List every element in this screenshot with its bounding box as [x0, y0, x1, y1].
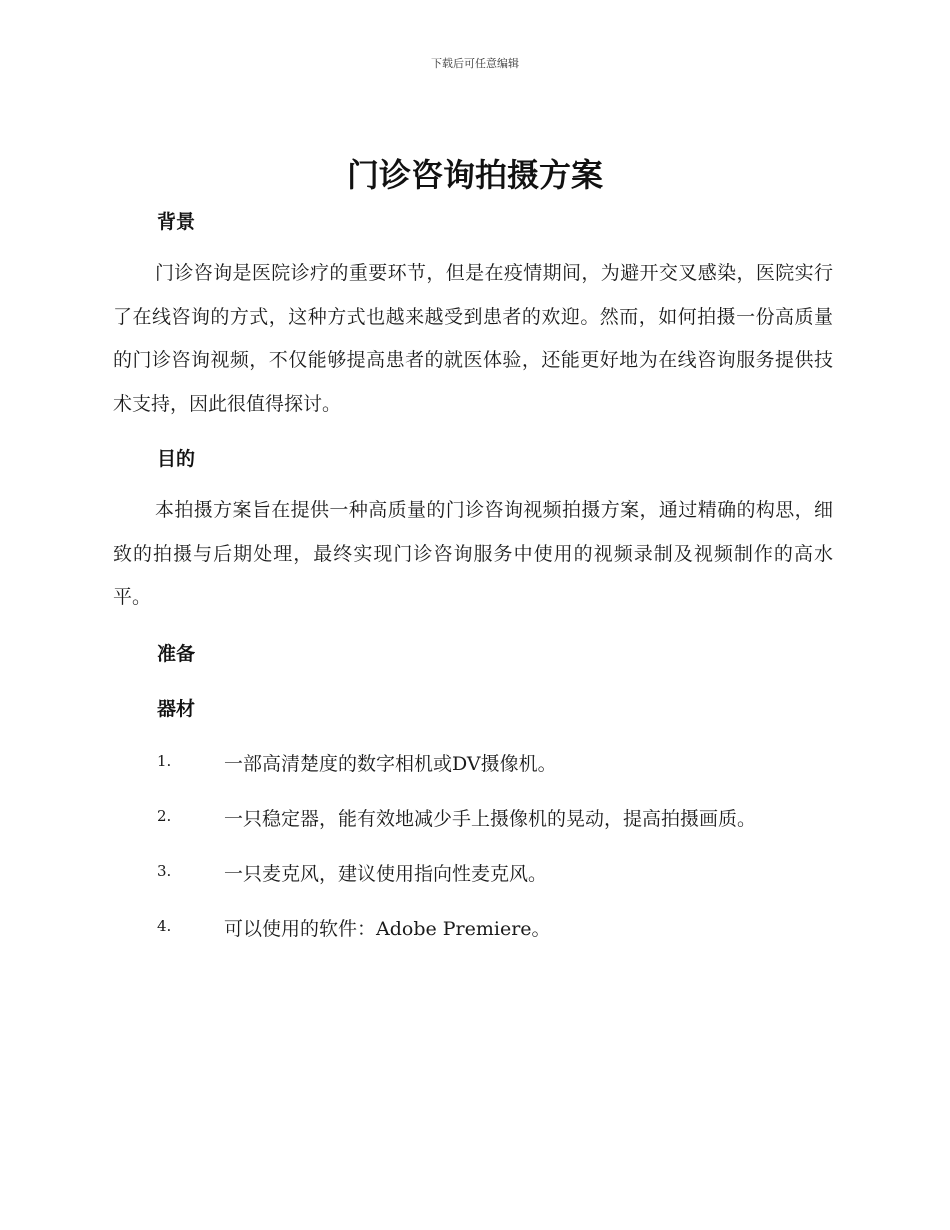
list-item-text: 一只麦克风，建议使用指向性麦克风。	[224, 863, 548, 885]
list-item-number: 2.	[157, 807, 172, 825]
list-item-text: 可以使用的软件：Adobe Premiere。	[224, 918, 551, 940]
list-item-text: 一部高清楚度的数字相机或DV摄像机。	[224, 753, 557, 775]
heading-purpose: 目的	[157, 448, 196, 470]
heading-preparation: 准备	[157, 643, 196, 665]
document-title: 门诊咨询拍摄方案	[346, 156, 603, 194]
heading-background: 背景	[157, 211, 196, 233]
list-item-number: 4.	[157, 917, 172, 935]
paragraph-background: 门诊咨询是医院诊疗的重要环节，但是在疫情期间，为避开交叉感染，医院实行了在线咨询的方式，这种方式也越来越受到患者的欢迎。然而，如何拍摄一份高质量的门诊咨询视频，不仅能够提高患者的就医体验，还能更好地为在线咨询服务提供技术支持，因此很值得探讨。	[113, 262, 833, 415]
list-item-number: 3.	[157, 862, 172, 880]
heading-equipment: 器材	[157, 698, 196, 720]
page-header: 下载后可任意编辑	[431, 57, 519, 70]
paragraph-purpose: 本拍摄方案旨在提供一种高质量的门诊咨询视频拍摄方案，通过精确的构思，细致的拍摄与后期处理，最终实现门诊咨询服务中使用的视频录制及视频制作的高水平。	[113, 499, 833, 608]
list-item-text: 一只稳定器，能有效地减少手上摄像机的晃动，提高拍摄画质。	[224, 808, 757, 830]
list-item-number: 1.	[157, 752, 172, 770]
